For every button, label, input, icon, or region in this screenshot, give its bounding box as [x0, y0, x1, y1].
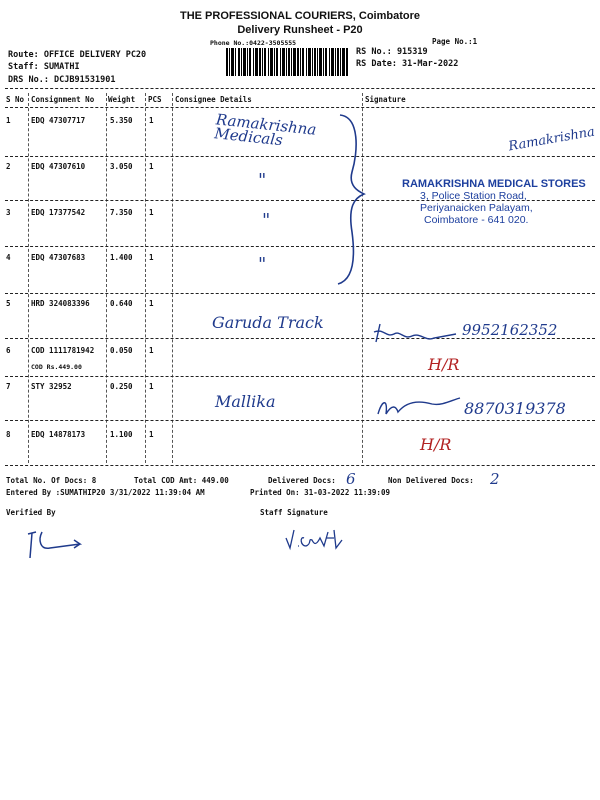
row-weight: 0.640: [110, 299, 133, 308]
col-consignment: Consignment No: [31, 95, 95, 104]
total-cod: Total COD Amt: 449.00: [134, 476, 229, 485]
phone-number: Phone No.:0422-3505555: [210, 39, 297, 47]
row-sno: 7: [6, 382, 11, 391]
row-divider: [5, 465, 595, 466]
total-docs: Total No. Of Docs: 8: [6, 476, 97, 485]
col-sno: S No: [6, 95, 25, 104]
divider: [5, 107, 595, 108]
row-sno: 3: [6, 208, 11, 217]
document-title: Delivery Runsheet - P20: [237, 24, 363, 36]
row-weight: 7.350: [110, 208, 133, 217]
row-sno: 4: [6, 253, 11, 262]
row-consignment: EDQ 47307610: [31, 162, 86, 171]
row-divider: [5, 420, 595, 421]
row-sno: 5: [6, 299, 11, 308]
handwritten-hr-8: H/R: [420, 435, 452, 454]
divider: [5, 88, 595, 89]
stamp-line-3: Coimbatore - 641 020.: [424, 214, 529, 226]
handwritten-ditto-2: ": [258, 170, 267, 191]
handwritten-signature-7: [372, 394, 462, 424]
row-pcs: 1: [149, 208, 154, 217]
row-consignment: COD 1111781942: [31, 346, 95, 355]
handwritten-hr-6: H/R: [428, 355, 460, 374]
company-name: THE PROFESSIONAL COURIERS, Coimbatore: [180, 10, 420, 22]
barcode: [226, 48, 348, 76]
cod-amount-note: COD Rs.449.00: [31, 363, 82, 371]
verified-by-signature: [20, 524, 110, 566]
row-consignment: EDQ 47307717: [31, 116, 86, 125]
row-consignment: STY 32952: [31, 382, 72, 391]
row-consignment: EDQ 17377542: [31, 208, 86, 217]
stamp: [402, 178, 586, 226]
handwritten-signature-1: Ramakrishna: [507, 124, 596, 155]
staff-signature: [282, 524, 352, 558]
col-consignee: Consignee Details: [175, 95, 252, 104]
row-weight: 1.400: [110, 253, 133, 262]
column-rule: [172, 93, 173, 463]
stamp-line-2: Periyanaicken Palayam,: [420, 202, 533, 214]
row-pcs: 1: [149, 299, 154, 308]
row-weight: 3.050: [110, 162, 133, 171]
row-sno: 6: [6, 346, 11, 355]
row-divider: [5, 293, 595, 294]
handwritten-consignee-5: Garuda Track: [212, 313, 324, 332]
row-pcs: 1: [149, 430, 154, 439]
row-weight: 1.100: [110, 430, 133, 439]
handwritten-ditto-4: ": [258, 254, 267, 275]
col-signature: Signature: [365, 95, 406, 104]
row-consignment: HRD 324083396: [31, 299, 90, 308]
row-pcs: 1: [149, 382, 154, 391]
row-pcs: 1: [149, 162, 154, 171]
row-divider: [5, 246, 595, 247]
staff-signature-label: Staff Signature: [260, 508, 328, 517]
handwritten-phone-7: 8870319378: [464, 399, 566, 418]
row-weight: 0.250: [110, 382, 133, 391]
row-pcs: 1: [149, 116, 154, 125]
handwritten-consignee-1: Ramakrishna Medicals: [213, 110, 318, 150]
rs-date: RS Date: 31-Mar-2022: [356, 59, 459, 69]
drs-number: DRS No.: DCJB91531901: [8, 75, 116, 85]
route-label: Route: OFFICE DELIVERY PC20: [8, 50, 147, 60]
row-sno: 8: [6, 430, 11, 439]
row-divider: [5, 376, 595, 377]
handwritten-bracket: [330, 112, 370, 291]
row-pcs: 1: [149, 253, 154, 262]
row-sno: 1: [6, 116, 11, 125]
handwritten-signature-5: [370, 320, 460, 350]
column-rule: [106, 93, 107, 463]
handwritten-consignee-7: Mallika: [215, 392, 276, 411]
handwritten-phone-5: 9952162352: [462, 321, 558, 339]
rs-number: RS No.: 915319: [356, 47, 428, 57]
non-delivered-count: 2: [490, 470, 500, 488]
row-pcs: 1: [149, 346, 154, 355]
column-rule: [28, 93, 29, 463]
printed-on: Printed On: 31-03-2022 11:39:09: [250, 488, 390, 497]
row-weight: 0.050: [110, 346, 133, 355]
row-sno: 2: [6, 162, 11, 171]
stamp-line-1: 3, Police Station Road,: [420, 190, 527, 202]
row-consignment: EDQ 47307683: [31, 253, 86, 262]
col-pcs: PCS: [148, 95, 162, 104]
staff-label: Staff: SUMATHI: [8, 62, 80, 72]
col-weight: Weight: [108, 95, 136, 104]
column-rule: [145, 93, 146, 463]
row-consignment: EDQ 14878173: [31, 430, 86, 439]
delivered-docs-label: Delivered Docs:: [268, 476, 336, 485]
stamp-name: RAMAKRISHNA MEDICAL STORES: [402, 178, 586, 190]
non-delivered-docs-label: Non Delivered Docs:: [388, 476, 474, 485]
row-weight: 5.350: [110, 116, 133, 125]
verified-by-label: Verified By: [6, 508, 56, 517]
page-number: Page No.:1: [432, 37, 478, 46]
entered-by: Entered By :SUMATHIP20 3/31/2022 11:39:04 AM: [6, 488, 205, 497]
handwritten-ditto-3: ": [262, 210, 271, 231]
delivered-count: 6: [346, 470, 356, 488]
row-divider: [5, 156, 595, 157]
